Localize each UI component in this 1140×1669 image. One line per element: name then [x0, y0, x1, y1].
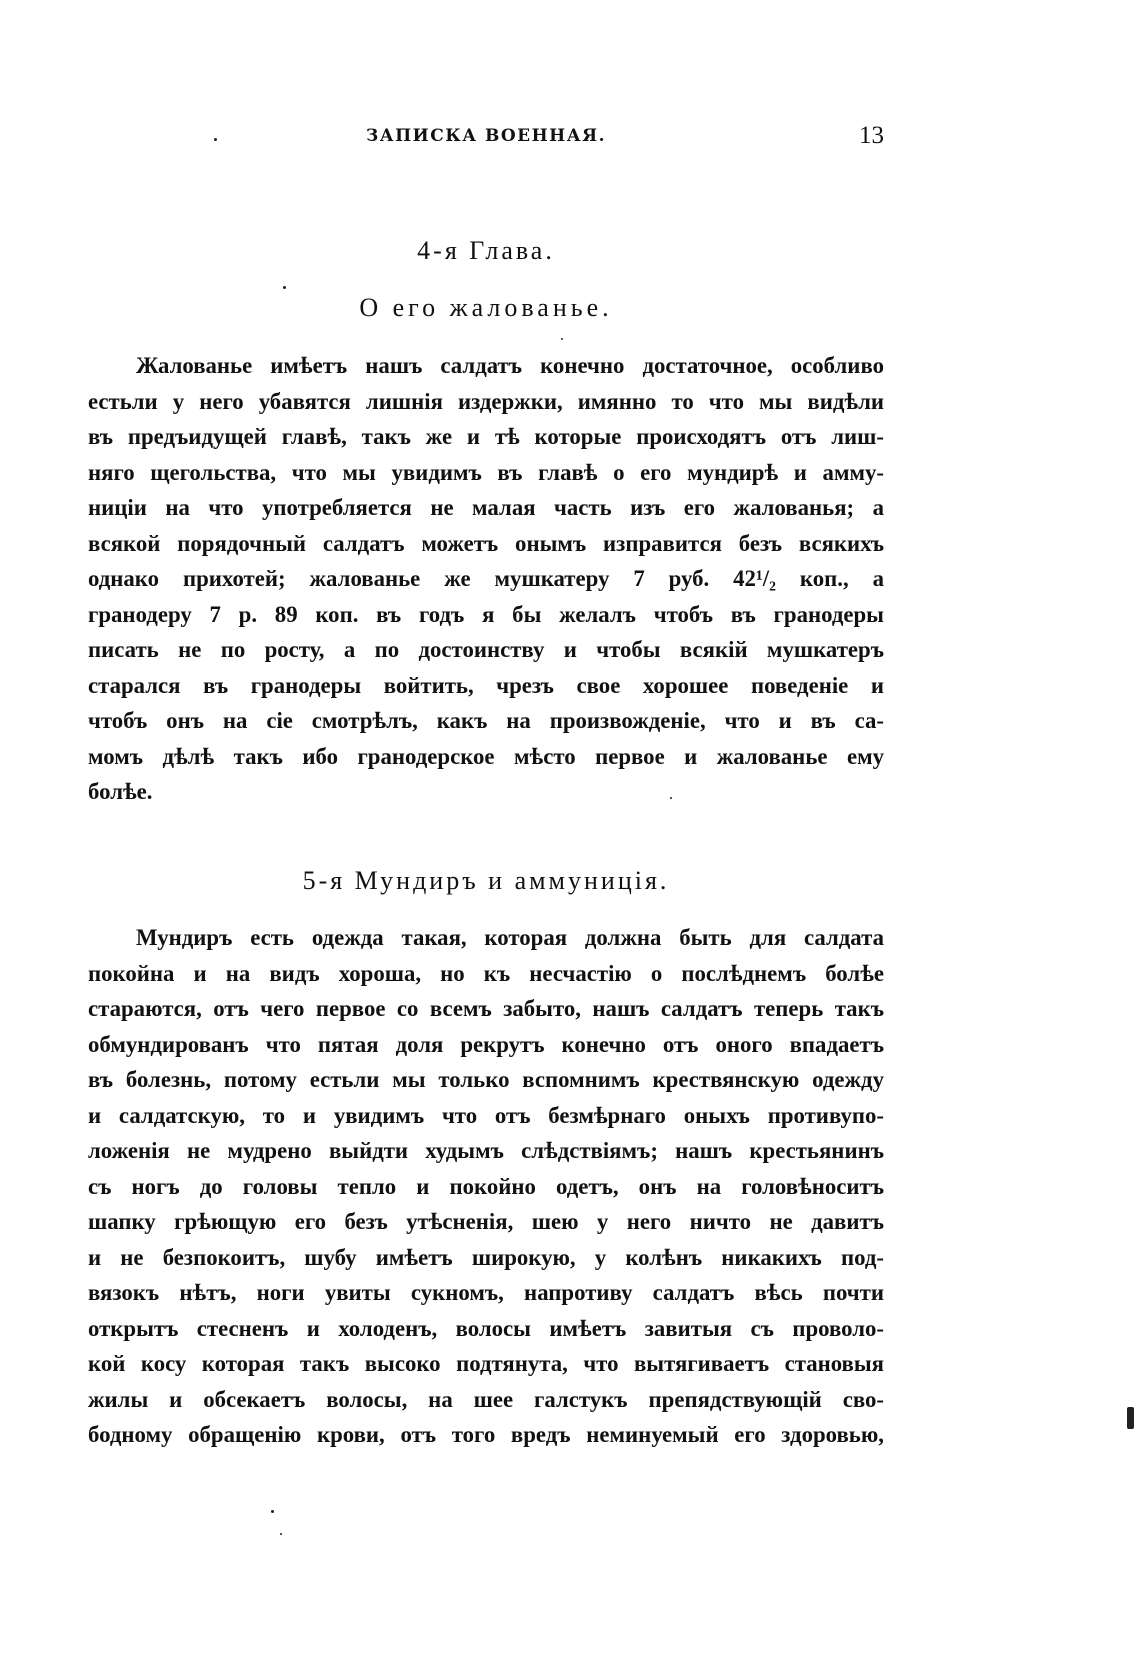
text-line: естьли у него убавятся лишнія издержки, имянно то что мы видѣли [88, 388, 884, 414]
text-line: стараются, отъ чего первое со всемъ забыто, нашъ салдатъ теперь такъ [88, 996, 884, 1021]
chapter-5-paragraph [88, 920, 884, 1453]
text-line: кой косу которая такъ высоко подтянута, что вытягиваетъ становыя [88, 1351, 884, 1376]
text-line: и не безпокоитъ, шубу имѣетъ широкую, у колѣнъ никакихъ под- [88, 1244, 884, 1270]
text-line: съ ногъ до головы тепло и покойно одетъ, онъ на головѣноситъ [88, 1173, 884, 1199]
text-line: гранодеру 7 р. 89 коп. въ годъ я бы желалъ чтобъ въ гранодеры [88, 601, 884, 627]
text-line: вязокъ нѣтъ, ноги увиты сукномъ, напротиву салдатъ вѣсь почти [88, 1280, 884, 1305]
text-line: однако прихотей; жалованье же мушкатеру 7 руб. 42¹/₂ коп., а [88, 566, 884, 591]
chapter-4-paragraph [88, 348, 884, 810]
text-line: ложенія не мудрено выйдти худымъ слѣдствіямъ; нашъ крестьянинъ [88, 1138, 884, 1163]
scan-speck [214, 138, 217, 141]
chapter-4-title: 4-я Глава. [417, 236, 555, 265]
text-line: въ болезнь, потому естьли мы только вспомнимъ крествянскую одежду [88, 1067, 884, 1092]
page-number: 13 [859, 122, 884, 149]
scan-speck [670, 797, 672, 799]
text-line: обмундированъ что пятая доля рекрутъ конечно отъ оного впадаетъ [88, 1031, 884, 1057]
text-line: момъ дѣлѣ такъ ибо гранодерское мѣсто первое и жалованье ему [88, 743, 884, 769]
scan-speck [271, 1510, 274, 1513]
scan-speck [280, 1533, 282, 1535]
text-line: открытъ стесненъ и холоденъ, волосы имѣетъ завитыя съ проволо- [88, 1315, 884, 1341]
running-head [88, 122, 884, 152]
text-line: чтобъ онъ на сіе смотрѣлъ, какъ на произвожденіе, что и въ са- [88, 708, 884, 733]
text-line: писать не по росту, а по достоинству и чтобы всякій мушкатеръ [88, 637, 884, 662]
text-line: старался въ гранодеры войтить, чрезъ свое хорошее поведеніе и [88, 672, 884, 698]
text-line: покойна и на видъ хороша, но къ несчастію о послѣднемъ болѣе [88, 960, 884, 986]
text-line: болѣе. [88, 779, 153, 804]
chapter-5-title: 5-я Мундиръ и аммуниція. [302, 866, 670, 895]
text-line: Жалованье имѣетъ нашъ салдатъ конечно достаточное, особливо [136, 353, 884, 378]
text-line: шапку грѣющую его безъ утѣсненія, шею у него ничто не давитъ [88, 1209, 884, 1234]
scan-speck [283, 286, 286, 289]
text-line: няго щегольства, что мы увидимъ въ главѣ о его мундирѣ и амму- [88, 459, 884, 485]
text-line: бодному обращенію крови, отъ того вредъ неминуемый его здоровью, [88, 1422, 884, 1447]
scan-speck [561, 338, 563, 340]
text-line: Мундиръ есть одежда такая, которая должна быть для салдата [136, 925, 884, 950]
text-line: и салдатскую, то и увидимъ что отъ безмѣрнаго оныхъ противупо- [88, 1102, 884, 1128]
text-line: всякой порядочный салдатъ можетъ онымъ изправится безъ всякихъ [88, 530, 884, 556]
text-line: ниціи на что употребляется не малая часть изъ его жалованья; а [88, 495, 884, 520]
scan-edge-mark [1127, 1407, 1134, 1429]
running-title: ЗАПИСКА ВОЕННАЯ. [366, 126, 606, 146]
chapter-4-subtitle: О его жалованье. [359, 293, 613, 322]
text-line: въ предъидущей главѣ, такъ же и тѣ которые происходятъ отъ лиш- [88, 424, 884, 449]
text-line: жилы и обсекаетъ волосы, на шее галстукъ препядствующій сво- [88, 1386, 884, 1412]
